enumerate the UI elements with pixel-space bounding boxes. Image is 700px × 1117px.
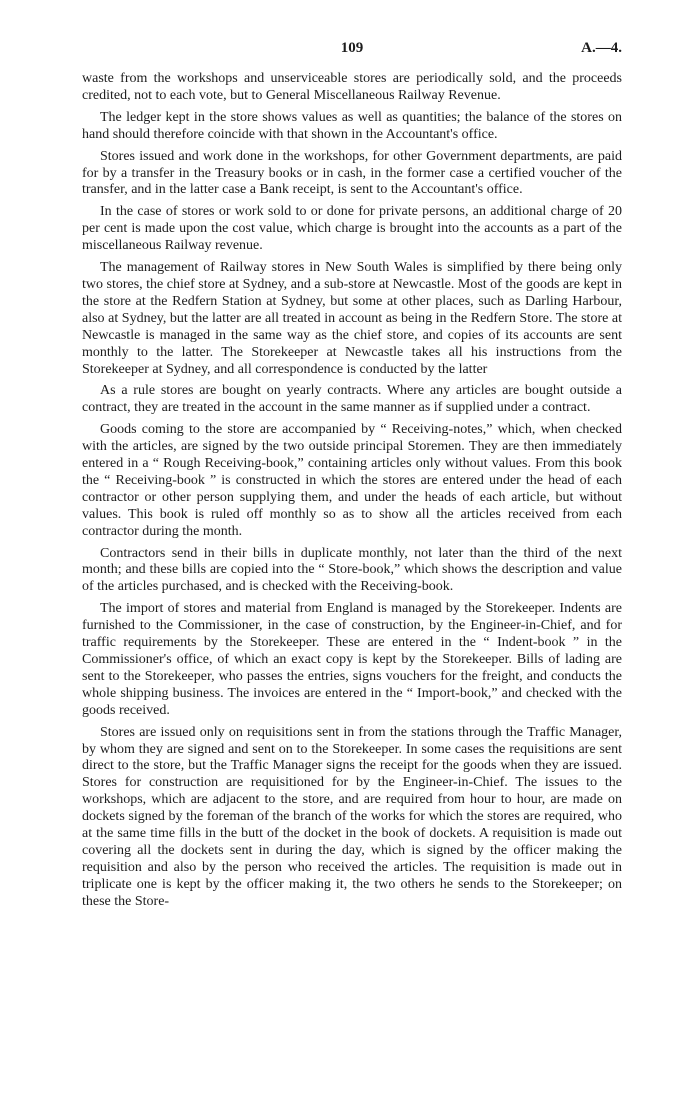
- paragraph-requisitions: Stores are issued only on requisitions sent in from the stations through the Traffic Manager, by whom they are signed and sent on to the Storekeeper. In some cases the requisitions are sent direct to the store, but the Traffic Manager signs the receipt for the goods when they are issued. Stores for construction are requisitioned for by the Engineer-in-Chief. The issues to the workshops, which are adjacent to the store, and are required from hour to hour, are made on dockets signed by the foreman of the branch of the works for which the stores are required, who at the same time fills in the butt of the docket in the book of dockets. A requisition is made out covering all the dockets sent in during the day, which is signed by the officer making the requisition and also by the person who received the articles. The requisition is made out in triplicate one is kept by the officer making it, the two others he sends to the Storekeeper; on these the Store-: [82, 724, 622, 909]
- paragraph-receiving-notes: Goods coming to the store are accompanied by “ Receiving-notes,” which, when checked with the articles, are signed by the two outside principal Storemen. They are then immediately entered in a “ Rough Receiving-book,” containing articles only without values. From this book the “ Receiving-book ” is constructed in which the stores are entered under the head of each contractor or other person supplying them, and under the heads of each article, but without values. This book is ruled off monthly so as to show all the articles received from each contractor during the month.: [82, 422, 622, 539]
- paragraph-continuation: waste from the workshops and unserviceable stores are periodically sold, and the proceeds credited, not to each vote, but to General Miscellaneous Railway Revenue.: [82, 71, 622, 103]
- page-number: 109: [340, 40, 364, 56]
- page-header: [82, 40, 622, 62]
- paragraph-management-of-stores: The management of Railway stores in New South Wales is simplified by there being only two stores, the chief store at Sydney, and a sub-store at Newcastle. Most of the goods are kept in the store at the Redfern Station at Sydney, but some at other places, such as Darling Harbour, also at Sydney, but the latter are all treated in account as being in the Redfern Store. The store at Newcastle is managed in the same way as the chief store, and copies of its accounts are sent monthly to the latter. The Storekeeper at Newcastle takes all his instructions from the Storekeeper at Sydney, and all correspondence is conducted by the latter: [82, 260, 622, 377]
- paragraph-government-departments: Stores issued and work done in the workshops, for other Government departments, are paid for by a transfer in the Treasury books or in cash, in the former case a certified voucher of the transfer, and in the latter case a Bank receipt, is sent to the Accountant's office.: [82, 148, 622, 198]
- paragraph-private-persons: In the case of stores or work sold to or done for private persons, an additional charge of 20 per cent is made upon the cost value, which charge is brought into the accounts as a part of the miscellaneous Railway revenue.: [82, 204, 622, 254]
- paragraph-yearly-contracts: As a rule stores are bought on yearly contracts. Where any articles are bought outside a contract, they are treated in the account in the same manner as if supplied under a contract.: [82, 383, 622, 416]
- paragraph-imports-from-england: The import of stores and material from England is managed by the Storekeeper. Indents are furnished to the Commissioner, in the case of construction, by the Engineer-in-Chief, and for traffic requirements by the Storekeeper. These are entered in the “ Indent-book ” in the Commissioner's office, of which an exact copy is kept by the Storekeeper. Bills of lading are sent to the Storekeeper, who passes the entries, signs vouchers for the freight, and conducts the whole shipping business. The invoices are entered in the “ Import-book,” and checked with the goods received.: [82, 601, 622, 718]
- body-text: [82, 71, 622, 916]
- document-reference: A.—4.: [581, 40, 622, 56]
- paragraph-contractor-bills: Contractors send in their bills in duplicate monthly, not later than the third of the next month; and these bills are copied into the “ Store-book,” which shows the description and value of the articles purchased, and is checked with the Receiving-book.: [82, 545, 622, 595]
- paragraph-ledger: The ledger kept in the store shows values as well as quantities; the balance of the stores on hand should therefore coincide with that shown in the Accountant's office.: [82, 109, 622, 142]
